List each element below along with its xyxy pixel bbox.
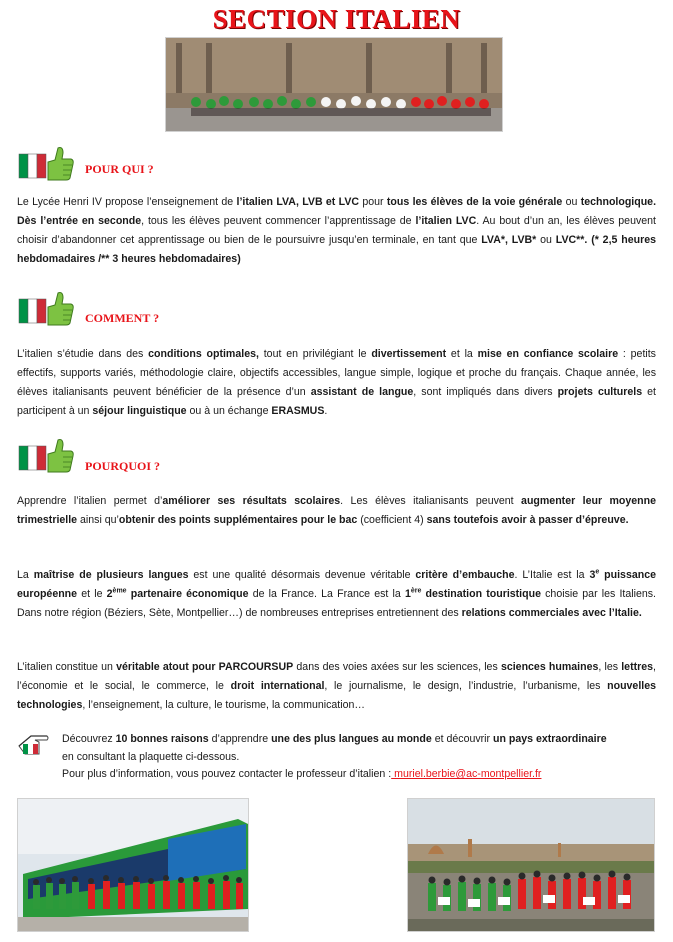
pointing-hand-italy-icon — [17, 732, 49, 758]
contact-line: Pour plus d’information, vous pouvez contacter le professeur d’italien : muriel.berbie@ac-montpellier.fr — [62, 768, 542, 780]
pour-qui-paragraph: Le Lycée Henri IV propose l’enseignement de l’italien LVA, LVB et LVC pour tous les élèves de la voie générale ou technologique. Dès l’entrée en seconde, tous les élèves peuvent commencer l’apprentissage de l’italien LVC. Au bout d’un an, les élèves peuvent choisir d’abandonner cet apprentissage ou bien de le poursuivre jusqu’en terminale, en tant que LVA*, LVB* ou LVC**. (* 2,5 heures hebdomadaires /** 3 heures hebdomadaires) — [17, 196, 657, 265]
section-heading: POUR QUI ? — [85, 162, 154, 176]
section-pour-qui-header — [17, 144, 317, 184]
photo-florence-view — [407, 798, 655, 932]
discover-line: en consultant la plaquette ci-dessous. — [62, 750, 240, 763]
section-heading: POURQUOI ? — [85, 459, 160, 473]
thumbs-up-italy-flag-icon — [17, 289, 75, 329]
discover-line: Découvrez 10 bonnes raisons d’apprendre une des plus langues au monde et découvrir un pays extraordinaire — [62, 733, 607, 745]
section-comment-header — [17, 289, 317, 329]
pourquoi-paragraph-2: La maîtrise de plusieurs langues est une qualité désormais devenue véritable critère d’embauche. L’Italie est la 3e puissance européenne et le 2ème partenaire économique de la France. La France est la 1ère destination touristique choisie par les Italiens. Dans notre région (Béziers, Sète, Montpellier…) de nombreuses entreprises entretiennent des relations commerciales avec l’Italie. — [17, 568, 656, 619]
comment-paragraph: L’italien s’étudie dans des conditions optimales, tout en privilégiant le divertissement et la mise en confiance scolaire : petits effectifs, supports variés, méthodologie claire, objectifs accessibles, langue simple, logique et proche du français. Chaque année, les élèves italianisants peuvent bénéficier de la présence d’un assistant de langue, sont impliqués dans divers projets culturels et participent à un séjour linguistique ou à un échange ERASMUS. — [17, 348, 657, 417]
pourquoi-paragraph-1: Apprendre l’italien permet d’améliorer ses résultats scolaires. Les élèves italianisants peuvent augmenter leur moyenne trimestrielle ainsi qu’obtenir des points supplémentaires pour le bac (coefficient 4) sans toutefois avoir à passer d’épreuve. — [17, 495, 657, 526]
group-photo-top — [165, 37, 503, 132]
teacher-email-link[interactable]: muriel.berbie@ac-montpellier.fr — [391, 768, 542, 780]
page-title: SECTION ITALIEN — [212, 4, 461, 34]
discover-paragraph — [62, 731, 662, 784]
thumbs-up-italy-flag-icon — [17, 436, 75, 476]
thumbs-up-italy-flag-icon — [17, 144, 75, 184]
section-pourquoi-header — [17, 436, 317, 476]
section-heading: COMMENT ? — [85, 311, 160, 325]
pourquoi-paragraph-3: L’italien constitue un véritable atout pour PARCOURSUP dans des voies axées sur les sciences, les sciences humaines, les lettres, l’économie et le social, le commerce, le droit international, le journalisme, le design, l’industrie, l’urbanisme, les nouvelles technologies, l’enseignement, la culture, le tourisme, la communication… — [17, 661, 656, 711]
photo-bus-trip — [17, 798, 249, 932]
